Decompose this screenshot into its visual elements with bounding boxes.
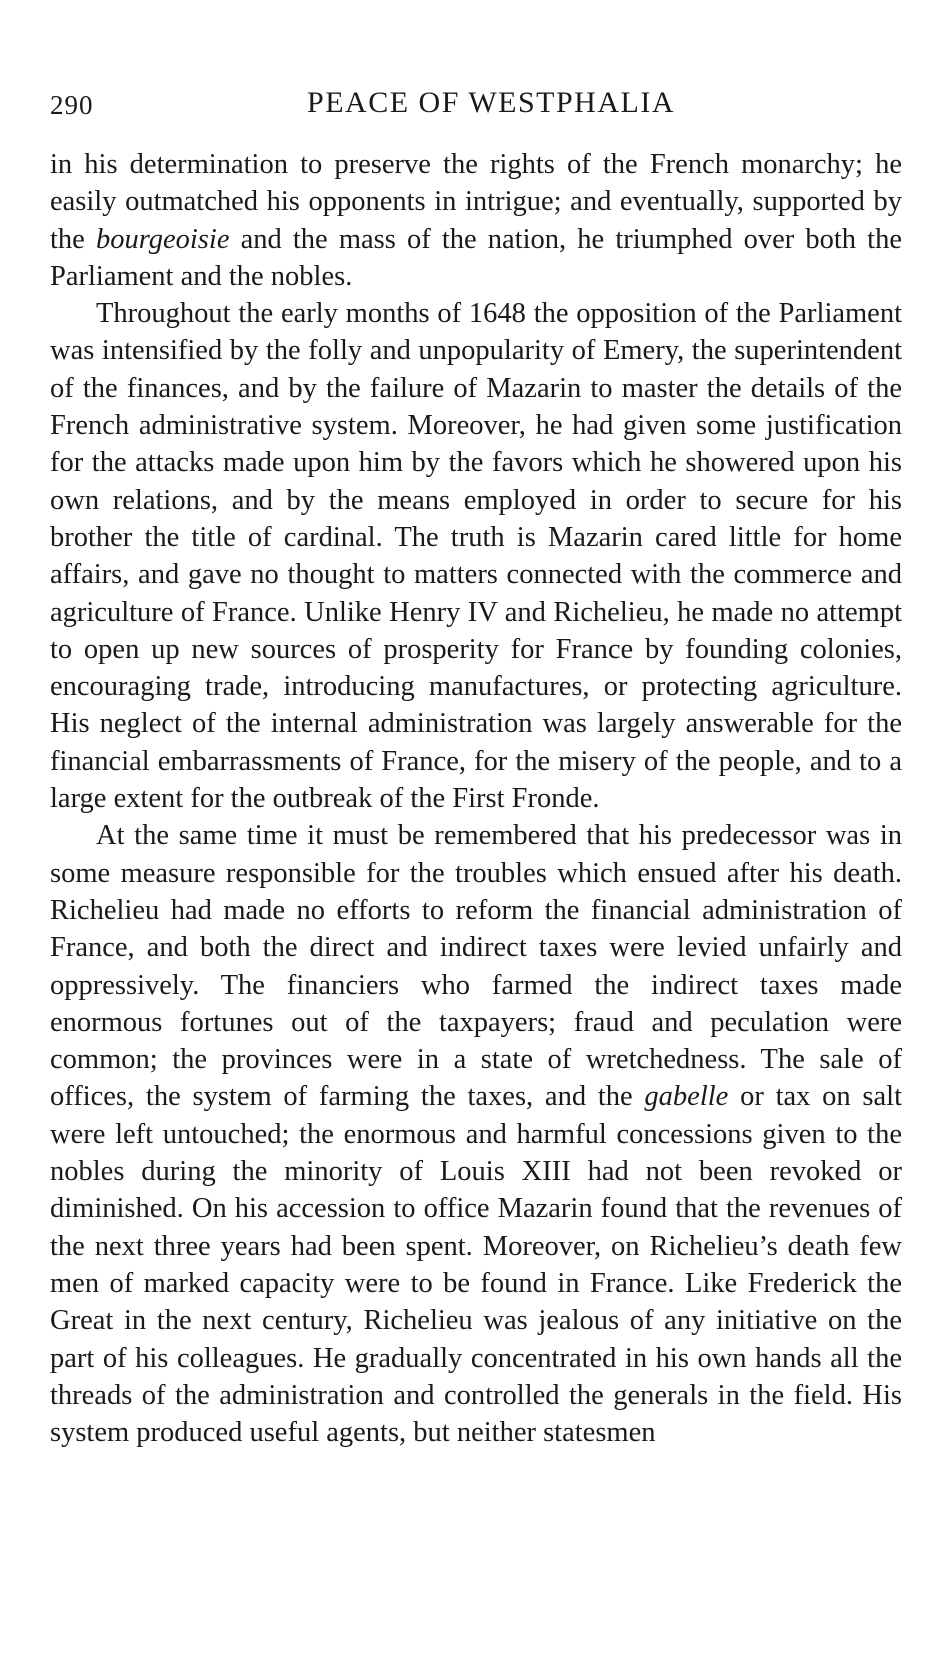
running-title: PEACE OF WESTPHALIA (307, 86, 675, 119)
italic-term: gabelle (644, 1081, 729, 1113)
book-page (50, 80, 902, 1451)
text-segment: and the mass of the nation, he triumphed over both the Parliament and the nobles. (50, 223, 902, 292)
paragraph (50, 146, 902, 295)
paragraph (50, 295, 902, 817)
paragraph (50, 817, 902, 1451)
text-segment: in his determination to preserve the rights of the French monarchy; he easily outmatched his opponents in intrigue; and eventually, supported by the (50, 149, 902, 255)
page-header (50, 80, 902, 132)
italic-term: bourgeoisie (95, 223, 230, 255)
text-segment: or tax on salt were left untouched; the enormous and harmful concessions given to the nobles during the minority of Louis XIII had not been revoked or diminished. On his accession to office Mazarin found that the revenues of the next three years had been spent. Moreover, on Richelieu’s death few men of marked capacity were to be found in France. Like Frederick the Great in the next century, Richelieu was jealous of any initiative on the part of his colleagues. He gradually concentrated in his own hands all the threads of the administration and controlled the generals in the field. His system produced useful agents, but neither statesmen (50, 1081, 902, 1449)
body-text (50, 146, 902, 1451)
page-number: 290 (50, 90, 94, 120)
text-segment: Throughout the early months of 1648 the opposition of the Parliament was intensified by the folly and unpopularity of Emery, the superintendent of the finances, and by the failure of Mazarin to master the details of the French administrative system. Moreover, he had given some justification for the attacks made upon him by the favors which he showered upon his own relations, and by the means employed in order to secure for his brother the title of cardinal. The truth is Mazarin cared little for home affairs, and gave no thought to matters connected with the commerce and agriculture of France. Unlike Henry IV and Richelieu, he made no attempt to open up new sources of prosperity for France by founding colonies, encouraging trade, introducing manufactures, or protecting agriculture. His neglect of the internal administration was largely answerable for the financial embarrassments of France, for the misery of the people, and to a large extent for the outbreak of the First Fronde. (50, 298, 902, 815)
text-segment: At the same time it must be remembered that his predecessor was in some measure responsible for the troubles which ensued after his death. Richelieu had made no efforts to reform the financial administration of France, and both the direct and indirect taxes were levied unfairly and oppressively. The financiers who farmed the indirect taxes made enormous fortunes out of the taxpayers; fraud and peculation were common; the provinces were in a state of wretchedness. The sale of offices, the system of farming the taxes, and the (50, 820, 902, 1113)
